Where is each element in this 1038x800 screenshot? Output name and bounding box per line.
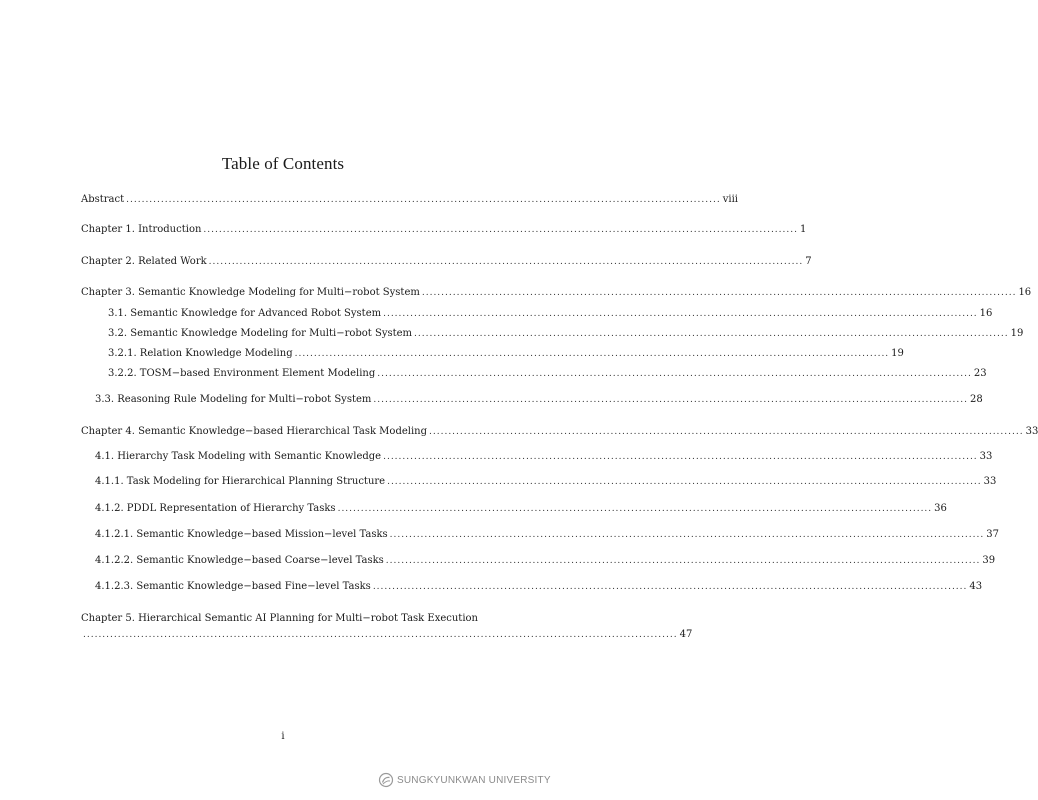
- toc-entry-label: Chapter 3. Semantic Knowledge Modeling for Multi−robot System: [81, 287, 420, 298]
- dot-leader: ..........................................................................................................................................................: [203, 225, 798, 235]
- toc-entry-page: 19: [1010, 328, 1024, 339]
- toc-entry-page: 23: [973, 368, 987, 379]
- toc-entry-3-2[interactable]: [108, 328, 1024, 340]
- toc-entry-label: Chapter 5. Hierarchical Semantic AI Planning for Multi−robot Task Execution: [81, 613, 478, 624]
- toc-entry-page: 16: [979, 308, 993, 319]
- page-number: i: [281, 731, 285, 742]
- university-name: SUNGKYUNKWAN UNIVERSITY: [397, 774, 551, 786]
- toc-entry-page: 39: [982, 555, 996, 566]
- toc-entry-4-1-2[interactable]: [95, 503, 947, 515]
- dot-leader: ..........................................................................................................................................................: [126, 195, 721, 205]
- toc-entry-4-1-2-1[interactable]: [95, 529, 999, 541]
- toc-entry-chapter-1[interactable]: [81, 224, 807, 236]
- dot-leader: ..........................................................................................................................................................: [337, 504, 933, 514]
- toc-entry-chapter-2[interactable]: [81, 256, 812, 268]
- toc-entry-label: Chapter 4. Semantic Knowledge−based Hierarchical Task Modeling: [81, 426, 428, 437]
- toc-entry-3-2-2[interactable]: [108, 368, 987, 380]
- toc-entry-label: Abstract: [81, 194, 125, 205]
- toc-entry-page: 7: [805, 256, 812, 267]
- dot-leader: ..........................................................................................................................................................: [414, 329, 1009, 339]
- toc-entry-abstract[interactable]: [81, 194, 738, 206]
- toc-entry-label: 3.3. Reasoning Rule Modeling for Multi−robot System: [95, 394, 372, 405]
- dot-leader: ..........................................................................................................................................................: [385, 556, 981, 566]
- toc-entry-page: 28: [969, 394, 983, 405]
- dot-leader: ..........................................................................................................................................................: [372, 582, 968, 592]
- toc-entry-page: 16: [1018, 287, 1032, 298]
- dot-leader: ..........................................................................................................................................................: [383, 309, 978, 319]
- dot-leader: ..........................................................................................................................................................: [429, 427, 1024, 437]
- toc-entry-label: 3.2.1. Relation Knowledge Modeling: [108, 348, 293, 359]
- dot-leader: ..........................................................................................................................................................: [83, 630, 678, 640]
- toc-entry-label: 4.1.1. Task Modeling for Hierarchical Planning Structure: [95, 476, 386, 487]
- toc-entry-page: 33: [979, 451, 993, 462]
- toc-entry-chapter-3[interactable]: [81, 287, 1032, 299]
- dot-leader: ..........................................................................................................................................................: [294, 349, 890, 359]
- toc-entry-label: 4.1.2. PDDL Representation of Hierarchy Tasks: [95, 503, 336, 514]
- dot-leader: ..........................................................................................................................................................: [373, 395, 968, 405]
- toc-entry-page: 37: [986, 529, 999, 540]
- toc-entry-page: 43: [969, 581, 983, 592]
- dot-leader: ..........................................................................................................................................................: [421, 288, 1017, 298]
- dot-leader: ..........................................................................................................................................................: [383, 452, 978, 462]
- toc-entry-3-1[interactable]: [108, 308, 993, 320]
- dot-leader: ..........................................................................................................................................................: [208, 257, 804, 267]
- toc-entry-page: 47: [679, 629, 693, 640]
- toc-entry-label: 4.1. Hierarchy Task Modeling with Semantic Knowledge: [95, 451, 382, 462]
- toc-entry-3-3[interactable]: [95, 394, 983, 406]
- toc-entry-page: 33: [1025, 426, 1038, 437]
- university-watermark: [378, 772, 551, 788]
- toc-entry-label: 4.1.2.1. Semantic Knowledge−based Mission−level Tasks: [95, 529, 388, 540]
- dot-leader: ..........................................................................................................................................................: [387, 477, 982, 487]
- toc-entry-page: 36: [934, 503, 947, 514]
- toc-entry-label: 4.1.2.2. Semantic Knowledge−based Coarse−level Tasks: [95, 555, 384, 566]
- toc-entry-4-1-1[interactable]: [95, 476, 997, 488]
- toc-entry-page: viii: [722, 194, 738, 205]
- toc-entry-4-1-2-2[interactable]: [95, 555, 996, 567]
- dot-leader: ..........................................................................................................................................................: [389, 530, 985, 540]
- toc-entry-label: Chapter 2. Related Work: [81, 256, 207, 267]
- toc-entry-label: Chapter 1. Introduction: [81, 224, 202, 235]
- toc-entry-label: 4.1.2.3. Semantic Knowledge−based Fine−level Tasks: [95, 581, 371, 592]
- toc-entry-chapter-5[interactable]: [81, 613, 693, 641]
- toc-entry-4-1[interactable]: [95, 451, 993, 463]
- toc-entry-page: 1: [799, 224, 807, 235]
- toc-entry-chapter-4[interactable]: [81, 426, 1038, 438]
- toc-entry-page: 19: [891, 348, 904, 359]
- skku-emblem-icon: [378, 772, 394, 788]
- toc-entry-label: 3.2.2. TOSM−based Environment Element Modeling: [108, 368, 376, 379]
- toc-entry-label: 3.2. Semantic Knowledge Modeling for Multi−robot System: [108, 328, 413, 339]
- page-title: Table of Contents: [221, 154, 345, 173]
- dot-leader: ..........................................................................................................................................................: [377, 369, 972, 379]
- toc-entry-label: 3.1. Semantic Knowledge for Advanced Robot System: [108, 308, 382, 319]
- toc-entry-4-1-2-3[interactable]: [95, 581, 983, 593]
- toc-entry-page: 33: [983, 476, 997, 487]
- toc-entry-3-2-1[interactable]: [108, 348, 904, 360]
